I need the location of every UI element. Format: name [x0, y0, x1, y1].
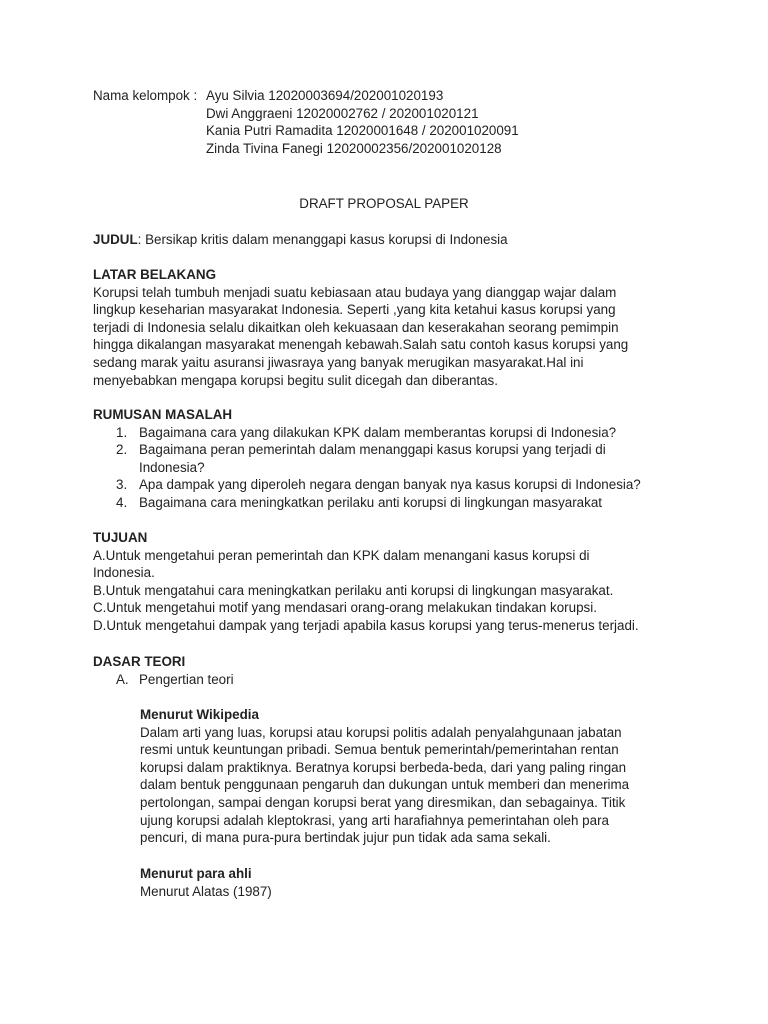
- subsection-heading: Menurut Wikipedia: [140, 707, 259, 722]
- list-marker: 3.: [116, 477, 128, 493]
- paragraph-line: pencuri, di mana pura-pura bertindak jujur pun tidak ada sama sekali.: [140, 830, 551, 846]
- member-name: Dwi Anggraeni 12020002762 / 202001020121: [206, 105, 479, 121]
- paragraph-line: Menurut Alatas (1987): [140, 883, 272, 899]
- section-heading: RUMUSAN MASALAH: [93, 407, 233, 422]
- list-item-line: Bagaimana cara meningkatkan perilaku anti korupsi di lingkungan masyarakat: [139, 494, 602, 510]
- paragraph-line: Indonesia.: [93, 565, 155, 581]
- list-item: [93, 476, 683, 494]
- paragraph-line: C.Untuk mengetahui motif yang mendasari orang-orang melakukan tindakan korupsi.: [93, 600, 597, 616]
- wikipedia-subsection: [140, 706, 670, 847]
- list-marker: A.: [116, 671, 129, 687]
- list-item: [93, 494, 683, 512]
- rumusan-masalah-section: [93, 406, 683, 512]
- list-marker: 1.: [116, 424, 128, 440]
- section-heading: LATAR BELAKANG: [93, 267, 216, 282]
- member-name: Kania Putri Ramadita 12020001648 / 202001020091: [206, 123, 519, 139]
- member-name: Ayu Silvia 12020003694/202001020193: [206, 88, 444, 103]
- list-item: [93, 441, 683, 476]
- list-item-line: Bagaimana cara yang dilakukan KPK dalam memberantas korupsi di Indonesia?: [139, 424, 617, 440]
- group-label: Nama kelompok :: [93, 88, 198, 103]
- judul-line: [93, 231, 508, 249]
- paragraph-line: menyebabkan mengapa korupsi begitu sulit dicegah dan diberantas.: [93, 372, 498, 388]
- paragraph-line: ujung korupsi adalah kleptokrasi, yang arti harafiahnya pemerintahan oleh para: [140, 812, 609, 828]
- list-marker: 4.: [116, 494, 128, 510]
- paragraph-line: korupsi dalam praktiknya. Beratnya korupsi berbeda-beda, dari yang paling ringan: [140, 759, 627, 775]
- group-members: [206, 87, 519, 157]
- subsection-heading: Menurut para ahli: [140, 866, 252, 881]
- list-item-line: Indonesia?: [139, 459, 205, 475]
- latar-belakang-section: [93, 266, 683, 389]
- list-marker: 2.: [116, 442, 128, 458]
- section-heading: TUJUAN: [93, 530, 148, 545]
- section-heading: DASAR TEORI: [93, 654, 186, 669]
- paragraph-line: A.Untuk mengetahui peran pemerintah dan KPK dalam menangani kasus korupsi di: [93, 547, 590, 563]
- dasar-teori-section: [93, 653, 683, 688]
- paragraph-line: dalam bentuk penggunaan pengaruh dan dukungan untuk memberi dan menerima: [140, 777, 630, 793]
- list-item: [93, 424, 683, 442]
- numbered-list: [93, 424, 683, 512]
- list-item-line: Apa dampak yang diperoleh negara dengan banyak nya kasus korupsi di Indonesia?: [139, 477, 641, 493]
- list-item-label: Pengertian teori: [139, 671, 234, 687]
- para-ahli-subsection: [140, 865, 670, 900]
- paragraph-line: D.Untuk mengetahui dampak yang terjadi apabila kasus korupsi yang terus-menerus terjadi.: [93, 617, 639, 633]
- document-title: DRAFT PROPOSAL PAPER: [299, 196, 469, 211]
- paragraph-line: Dalam arti yang luas, korupsi atau korupsi politis adalah penyalahgunaan jabatan: [140, 724, 622, 740]
- paragraph-line: lingkup keseharian masyarakat Indonesia. Seperti ,yang kita ketahui kasus korupsi yang: [93, 302, 616, 318]
- paragraph-line: pertolongan, sampai dengan korupsi berat yang diresmikan, dan sebagainya. Titik: [140, 794, 626, 810]
- paragraph-line: sedang marak yaitu asuransi jiwasraya yang banyak merugikan masyarakat.Hal ini: [93, 354, 584, 370]
- judul-label: JUDUL: [93, 232, 138, 247]
- paragraph-line: B.Untuk mengatahui cara meningkatkan perilaku anti korupsi di lingkungan masyarakat.: [93, 582, 614, 598]
- member-name: Zinda Tivina Fanegi 12020002356/202001020128: [206, 140, 502, 156]
- tujuan-section: [93, 529, 683, 635]
- paragraph-line: terjadi di Indonesia selalu dikaitkan oleh kekuasaan dan keserakahan seorang pemimpin: [93, 319, 619, 335]
- paragraph-line: Korupsi telah tumbuh menjadi suatu kebiasaan atau budaya yang dianggap wajar dalam: [93, 284, 617, 300]
- list-item: [93, 671, 683, 689]
- paragraph-line: hingga dikalangan masyarakat menengah kebawah.Salah satu contoh kasus korupsi yang: [93, 337, 629, 353]
- paragraph-line: resmi untuk keuntungan pribadi. Semua bentuk pemerintah/pemerintahan rentan: [140, 742, 619, 758]
- list-item-line: Bagaimana peran pemerintah dalam menanggapi kasus korupsi yang terjadi di: [139, 442, 606, 458]
- judul-text: : Bersikap kritis dalam menanggapi kasus korupsi di Indonesia: [137, 232, 508, 247]
